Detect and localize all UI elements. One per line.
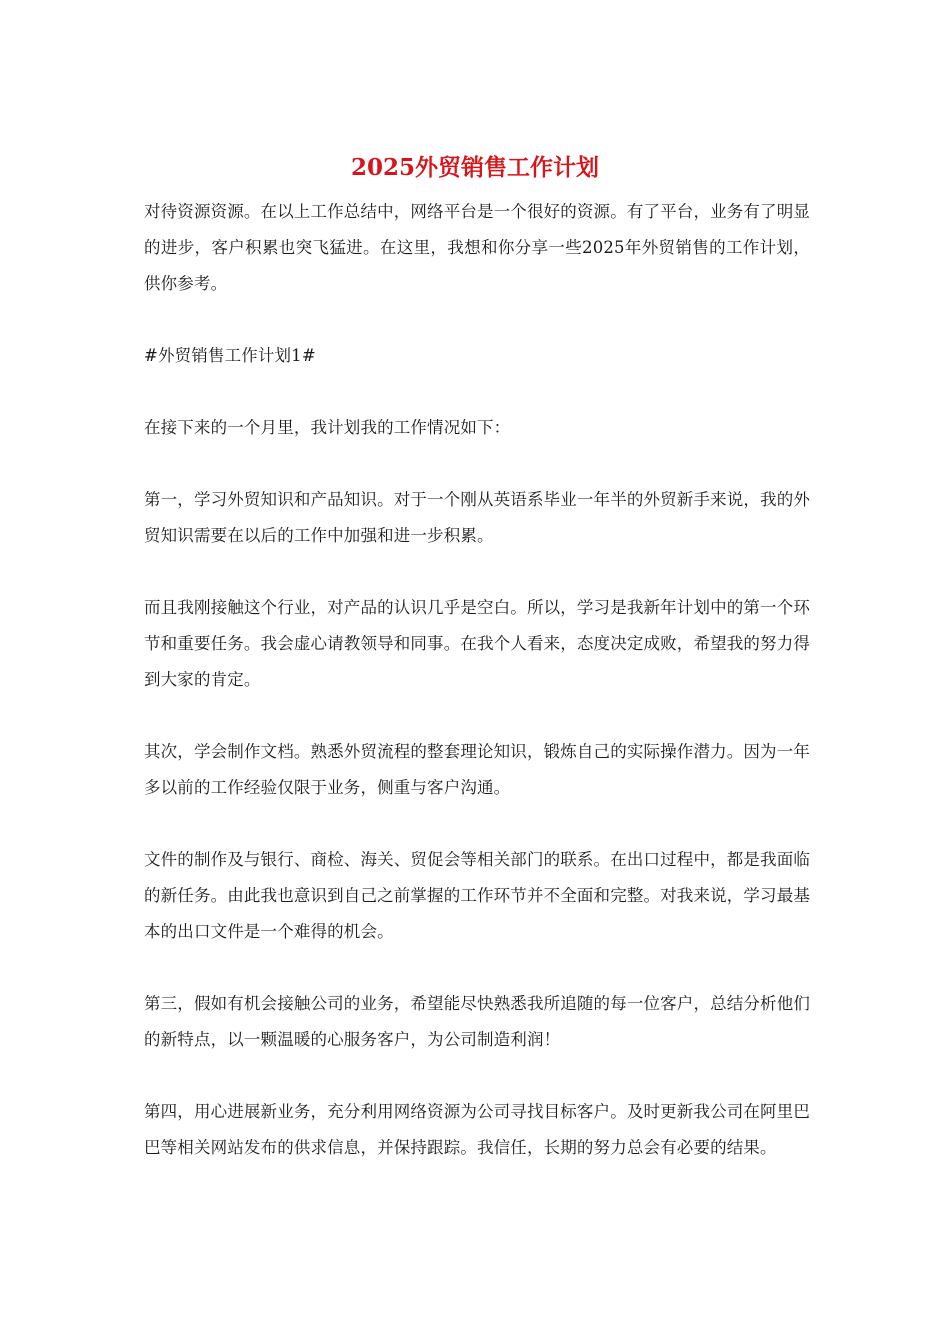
paragraph-documents: 文件的制作及与银行、商检、海关、贸促会等相关部门的联系。在出口过程中，都是我面临的新任务。由此我也意识到自己之前掌握的工作环节并不全面和完整。对我来说，学习最基本的出口文件是一个难得的机会。 [144, 850, 810, 941]
paragraph-plan-intro: 在接下来的一个月里，我计划我的工作情况如下： [144, 418, 511, 437]
paragraph-third: 第三，假如有机会接触公司的业务，希望能尽快熟悉我所追随的每一位客户，总结分析他们的新特点，以一颗温暖的心服务客户，为公司制造利润！ [144, 994, 810, 1049]
paragraph-product-knowledge: 而且我刚接触这个行业，对产品的认识几乎是空白。所以，学习是我新年计划中的第一个环节和重要任务。我会虚心请教领导和同事。在我个人看来，态度决定成败，希望我的努力得到大家的肯定。 [144, 598, 810, 689]
document-title: 2025外贸销售工作计划 [350, 154, 599, 181]
section-heading: #外贸销售工作计划1# [144, 346, 316, 365]
paragraph-fourth: 第四，用心进展新业务，充分利用网络资源为公司寻找目标客户。及时更新我公司在阿里巴巴等相关网站发布的供求信息，并保持跟踪。我信任，长期的努力总会有必要的结果。 [144, 1102, 810, 1157]
paragraph-intro: 对待资源资源。在以上工作总结中，网络平台是一个很好的资源。有了平台，业务有了明显的进步，客户积累也突飞猛进。在这里，我想和你分享一些2025年外贸销售的工作计划，供你参考。 [144, 202, 810, 293]
paragraph-first: 第一，学习外贸知识和产品知识。对于一个刚从英语系毕业一年半的外贸新手来说，我的外贸知识需要在以后的工作中加强和进一步积累。 [144, 490, 810, 545]
paragraph-second: 其次，学会制作文档。熟悉外贸流程的整套理论知识，锻炼自己的实际操作潜力。因为一年多以前的工作经验仅限于业务，侧重与客户沟通。 [144, 742, 810, 797]
document-body [144, 194, 810, 1202]
